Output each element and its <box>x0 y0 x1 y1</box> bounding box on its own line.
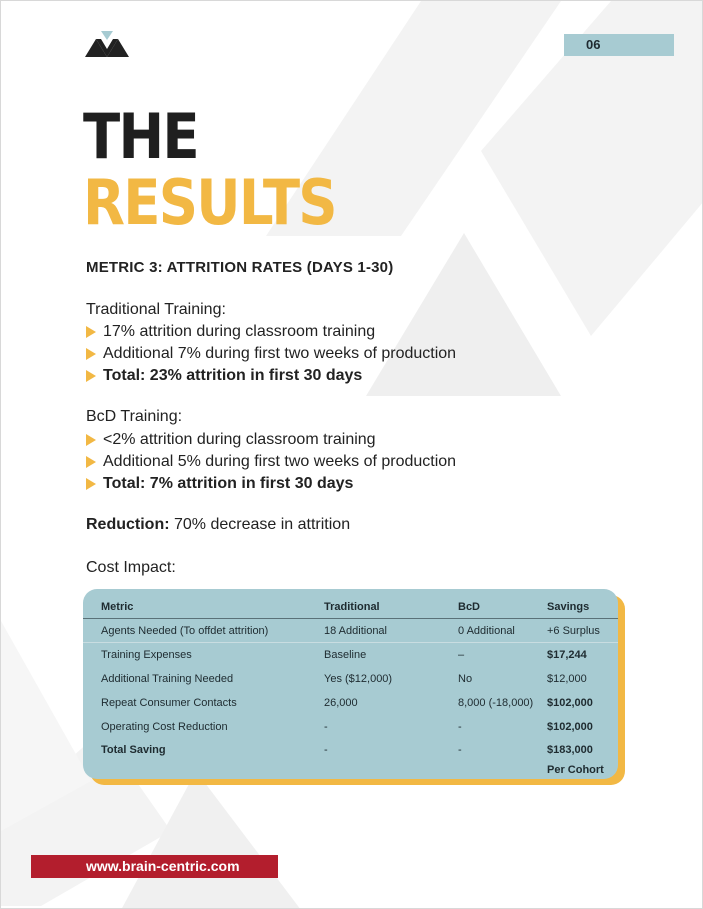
header-metric: Metric <box>101 601 134 613</box>
triangle-bullet-icon <box>86 456 96 468</box>
traditional-label: Traditional Training: <box>86 301 226 318</box>
list-item: Total: 23% attrition in first 30 days <box>86 365 456 387</box>
list-item: <2% attrition during classroom training <box>86 429 456 451</box>
bcd-label: BcD Training: <box>86 408 183 425</box>
reduction-line: Reduction: 70% decrease in attrition <box>86 516 351 533</box>
table-header-row <box>83 595 618 619</box>
table-row: Operating Cost Reduction - - $102,000 <box>101 721 593 733</box>
total-suffix: Per Cohort <box>547 764 604 776</box>
triangle-bullet-icon <box>86 326 96 338</box>
header-bcd: BcD <box>458 601 481 613</box>
metric-heading: METRIC 3: ATTRITION RATES (DAYS 1-30) <box>86 259 394 276</box>
title-line-2: RESULTS <box>83 166 336 239</box>
title-line-1: THE <box>83 100 198 173</box>
list-item: Additional 5% during first two weeks of production <box>86 451 456 473</box>
triangle-bullet-icon <box>86 478 96 490</box>
table-total-row: Total Saving - - $183,000 <box>101 744 593 756</box>
cost-table <box>83 589 618 779</box>
table-row: Repeat Consumer Contacts 26,000 8,000 (-18,000) $102,000 <box>101 697 593 709</box>
list-item: Additional 7% during first two weeks of production <box>86 343 456 365</box>
header-savings: Savings <box>547 601 590 613</box>
triangle-bullet-icon <box>86 434 96 446</box>
table-row: Training Expenses Baseline – $17,244 <box>101 649 587 661</box>
list-item: 17% attrition during classroom training <box>86 321 456 343</box>
brain-centric-logo-icon <box>85 31 129 57</box>
triangle-bullet-icon <box>86 370 96 382</box>
list-item: Total: 7% attrition in first 30 days <box>86 473 456 495</box>
cost-impact-label: Cost Impact: <box>86 559 176 576</box>
traditional-list <box>86 321 456 387</box>
triangle-bullet-icon <box>86 348 96 360</box>
bcd-list <box>86 429 456 495</box>
table-row: Agents Needed (To offdet attrition) 18 Additional 0 Additional +6 Surplus <box>83 619 618 643</box>
table-row: Additional Training Needed Yes ($12,000) No $12,000 <box>101 673 587 685</box>
header-traditional: Traditional <box>324 601 380 613</box>
footer-url-link[interactable]: www.brain-centric.com <box>31 855 278 878</box>
page-number-tab: 06 <box>564 34 674 56</box>
